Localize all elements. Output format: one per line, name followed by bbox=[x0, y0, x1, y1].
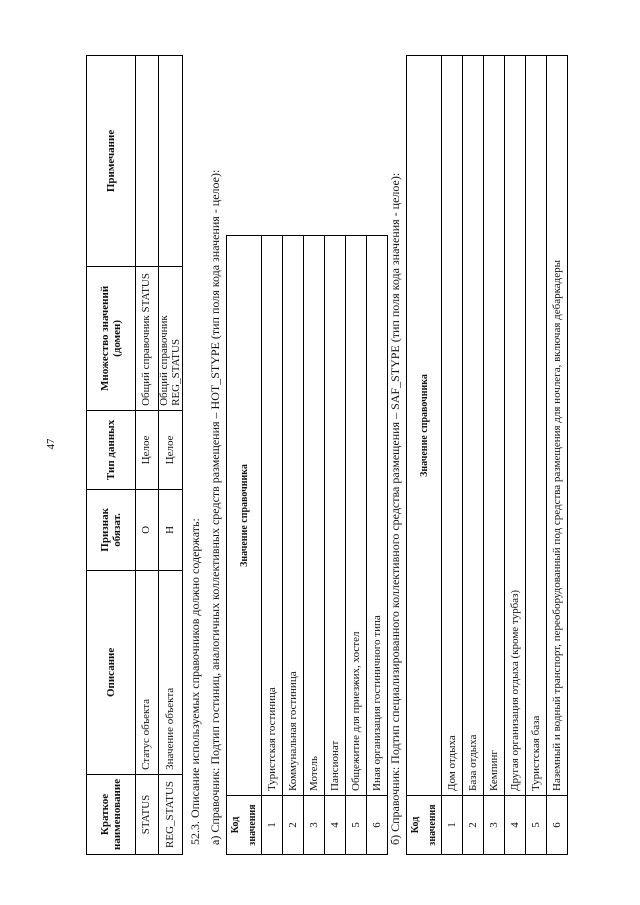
fields-table-header bbox=[87, 56, 136, 855]
cell-code: 2 bbox=[463, 796, 484, 855]
section-heading: 52.3. Описание используемых справочников должно содержать: bbox=[188, 518, 202, 845]
table-row bbox=[325, 236, 346, 855]
cell-note bbox=[159, 56, 183, 267]
cell-short-name: STATUS bbox=[136, 774, 159, 854]
header-required-flag: Признак обязат. bbox=[87, 489, 136, 570]
ref-a-table bbox=[226, 235, 388, 855]
ref-b-table bbox=[406, 55, 568, 855]
cell-description: Статус объекта bbox=[136, 570, 159, 774]
cell-code: 3 bbox=[304, 796, 325, 855]
header-code: Код значения bbox=[407, 796, 442, 855]
cell-required-flag: Н bbox=[159, 489, 183, 570]
cell-domain: Общий справочник STATUS bbox=[136, 266, 159, 410]
table-row bbox=[262, 236, 283, 855]
table-row bbox=[463, 56, 484, 855]
cell-value: Туристская база bbox=[526, 56, 547, 796]
table-row bbox=[159, 56, 183, 855]
header-data-type: Тип данных bbox=[87, 410, 136, 489]
table-row bbox=[136, 56, 159, 855]
cell-code: 6 bbox=[547, 796, 568, 855]
cell-code: 1 bbox=[442, 796, 463, 855]
header-code: Код значения bbox=[227, 796, 262, 855]
cell-code: 2 bbox=[283, 796, 304, 855]
cell-code: 4 bbox=[505, 796, 526, 855]
table-row bbox=[547, 56, 568, 855]
table-row bbox=[526, 56, 547, 855]
cell-short-name: REG_STATUS bbox=[159, 774, 183, 854]
cell-code: 6 bbox=[367, 796, 388, 855]
ref-a-header bbox=[227, 236, 262, 855]
cell-code: 1 bbox=[262, 796, 283, 855]
table-row bbox=[346, 236, 367, 855]
ref-b-caption: б) Справочник: Подтип специализированного коллективного средства размещения – SAF_STYPE (тип поля кода значения - целое): bbox=[388, 172, 402, 845]
ref-b-header bbox=[407, 56, 442, 855]
cell-value: Коммунальная гостиница bbox=[283, 236, 304, 796]
cell-code: 3 bbox=[484, 796, 505, 855]
cell-description: Значение объекта bbox=[159, 570, 183, 774]
header-note: Примечание bbox=[87, 56, 136, 267]
rotated-page-content bbox=[86, 55, 640, 855]
cell-required-flag: О bbox=[136, 489, 159, 570]
fields-table bbox=[86, 55, 183, 855]
cell-data-type: Целое bbox=[136, 410, 159, 489]
cell-value: Иная организация гостиничного типа bbox=[367, 236, 388, 796]
cell-domain: Общий справочник REG_STATUS bbox=[159, 266, 183, 410]
cell-value: Пансионат bbox=[325, 236, 346, 796]
table-row bbox=[283, 236, 304, 855]
cell-value: База отдыха bbox=[463, 56, 484, 796]
cell-value: Мотель bbox=[304, 236, 325, 796]
header-description: Описание bbox=[87, 570, 136, 774]
page-number: 47 bbox=[45, 438, 57, 450]
table-row bbox=[304, 236, 325, 855]
table-row bbox=[484, 56, 505, 855]
table-row bbox=[442, 56, 463, 855]
table-row bbox=[367, 236, 388, 855]
header-short-name: Краткое наименование bbox=[87, 774, 136, 854]
cell-value: Наземный и водный транспорт, переоборудованный под средства размещения для ночлега, включая дебаркадеры bbox=[547, 56, 568, 796]
header-value: Значение справочника bbox=[407, 56, 442, 796]
ref-a-caption: а) Справочник: Подтип гостиниц, аналогичных коллективных средств размещения – HOT_STYPE (тип поля кода значения - целое): bbox=[208, 169, 222, 845]
cell-value: Кемпинг bbox=[484, 56, 505, 796]
header-value: Значение справочника bbox=[227, 236, 262, 796]
cell-value: Дом отдыха bbox=[442, 56, 463, 796]
cell-value: Общежитие для приезжих, хостел bbox=[346, 236, 367, 796]
cell-code: 5 bbox=[346, 796, 367, 855]
cell-code: 5 bbox=[526, 796, 547, 855]
cell-data-type: Целое bbox=[159, 410, 183, 489]
cell-code: 4 bbox=[325, 796, 346, 855]
table-row bbox=[505, 56, 526, 855]
cell-note bbox=[136, 56, 159, 267]
cell-value: Туристская гостиница bbox=[262, 236, 283, 796]
header-domain: Множество значений (домен) bbox=[87, 266, 136, 410]
cell-value: Другая организация отдыха (кроме турбаз) bbox=[505, 56, 526, 796]
